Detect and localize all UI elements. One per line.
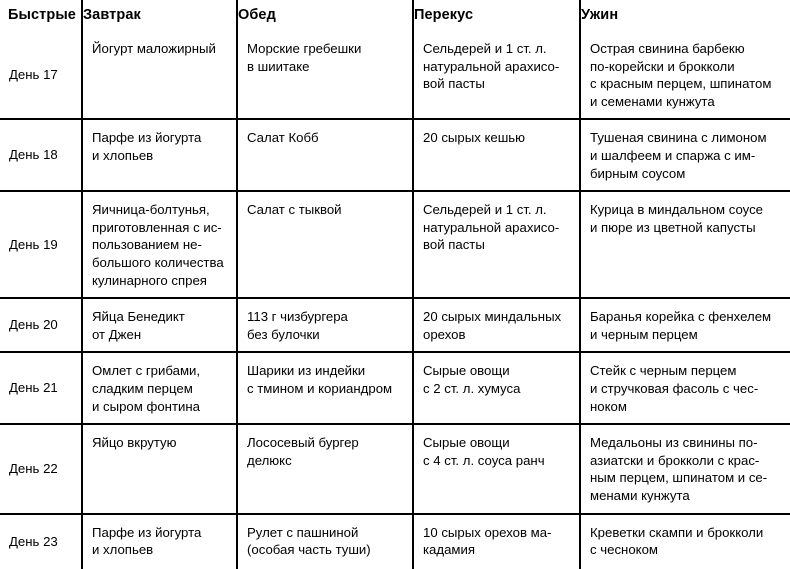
text-line: ным перцем, шпинатом и се-	[590, 470, 768, 486]
snack-text	[414, 120, 579, 155]
text-line: в шиитаке	[247, 58, 310, 74]
cell-dinner	[580, 514, 790, 569]
dinner-text	[581, 120, 790, 190]
cell-dinner	[580, 298, 790, 352]
text-line: Шарики из индейки	[247, 363, 366, 379]
text-line: Яйцо вкрутую	[92, 435, 177, 451]
cell-lunch	[237, 191, 413, 298]
day-label: День 22	[9, 461, 58, 477]
text-line: и хлопьев	[92, 542, 154, 558]
text-line: Креветки скампи и брокколи	[590, 524, 764, 540]
cell-breakfast	[82, 514, 237, 569]
cell-breakfast	[82, 298, 237, 352]
text-line: 20 сырых кешью	[423, 130, 526, 146]
table-body	[0, 31, 790, 569]
day-label: День 17	[9, 66, 58, 82]
text-line: и стручковая фасоль с чес-	[590, 380, 759, 396]
text-line: Яичница-болтунья,	[92, 202, 210, 218]
text-line: 10 сырых орехов ма-	[423, 524, 552, 540]
table-header	[0, 0, 790, 31]
cell-day	[0, 514, 82, 569]
cell-snack	[413, 352, 580, 424]
cell-snack	[413, 191, 580, 298]
day-label: День 18	[9, 147, 58, 163]
text-line: вой пасты	[423, 76, 485, 92]
day-label: День 20	[9, 317, 58, 333]
text-line: Баранья корейка с фенхелем	[590, 309, 772, 325]
text-line: и семенами кунжута	[590, 93, 715, 109]
dinner-text	[581, 31, 790, 118]
text-line: Сельдерей и 1 ст. л.	[423, 202, 547, 218]
text-line: приготовленная с ис-	[92, 219, 222, 235]
text-line: Салат с тыквой	[247, 202, 342, 218]
text-line: Медальоны из свинины по-	[590, 435, 758, 451]
column-header-day-label: Быстрые	[8, 7, 76, 23]
text-line: Парфе из йогурта	[92, 524, 202, 540]
day-label: День 19	[9, 236, 58, 252]
cell-dinner	[580, 352, 790, 424]
text-line: с тмином и кориандром	[247, 380, 393, 396]
text-line: Салат Кобб	[247, 130, 319, 146]
text-line: Тушеная свинина с лимоном	[590, 130, 767, 146]
column-header-lunch	[237, 0, 413, 31]
day-label: День 23	[9, 533, 58, 549]
text-line: Острая свинина барбекю	[590, 41, 745, 56]
text-line: Стейк с черным перцем	[590, 363, 737, 379]
table-row	[0, 31, 790, 119]
lunch-text	[238, 299, 412, 351]
text-line: Сырые овощи	[423, 363, 510, 379]
table-row	[0, 119, 790, 191]
cell-breakfast	[82, 424, 237, 513]
breakfast-text	[83, 515, 236, 567]
text-line: с красным перцем, шпинатом	[590, 76, 772, 92]
column-header-breakfast	[82, 0, 237, 31]
table-row	[0, 514, 790, 569]
text-line: Омлет с грибами,	[92, 363, 201, 379]
table-row	[0, 298, 790, 352]
cell-lunch	[237, 514, 413, 569]
lunch-text	[238, 192, 412, 227]
table-row	[0, 424, 790, 513]
lunch-text	[238, 120, 412, 155]
breakfast-text	[83, 299, 236, 351]
cell-dinner	[580, 191, 790, 298]
text-line: делюкс	[247, 452, 292, 468]
text-line: и сыром фонтина	[92, 398, 200, 414]
text-line: Рулет с пашниной	[247, 524, 359, 540]
cell-day	[0, 424, 82, 513]
text-line: (особая часть туши)	[247, 542, 371, 558]
dinner-text	[581, 192, 790, 244]
text-line: Сырые овощи	[423, 435, 510, 451]
breakfast-text	[83, 353, 236, 423]
cell-lunch	[237, 298, 413, 352]
cell-day	[0, 352, 82, 424]
column-header-lunch-label: Обед	[238, 7, 276, 23]
cell-snack	[413, 424, 580, 513]
cell-breakfast	[82, 352, 237, 424]
text-line: без булочки	[247, 326, 320, 342]
cell-snack	[413, 298, 580, 352]
cell-day	[0, 191, 82, 298]
table-row	[0, 191, 790, 298]
breakfast-text	[83, 31, 236, 66]
text-line: 20 сырых миндальных	[423, 309, 562, 325]
text-line: Лососевый бургер	[247, 435, 359, 451]
text-line: большого количества	[92, 254, 224, 270]
breakfast-text	[83, 192, 236, 297]
header-row	[0, 0, 790, 31]
text-line: и черным перцем	[590, 326, 698, 342]
cell-lunch	[237, 424, 413, 513]
text-line: Парфе из йогурта	[92, 130, 202, 146]
text-line: Сельдерей и 1 ст. л.	[423, 41, 547, 56]
snack-text	[414, 299, 579, 351]
text-line: кулинарного спрея	[92, 272, 207, 288]
column-header-snack	[413, 0, 580, 31]
cell-breakfast	[82, 31, 237, 119]
text-line: бирным соусом	[590, 165, 686, 181]
lunch-text	[238, 425, 412, 477]
text-line: пользованием не-	[92, 237, 202, 253]
snack-text	[414, 515, 579, 567]
text-line: по-корейски и брокколи	[590, 58, 735, 74]
cell-day	[0, 31, 82, 119]
column-header-snack-label: Перекус	[414, 7, 474, 23]
dinner-text	[581, 353, 790, 423]
cell-lunch	[237, 352, 413, 424]
text-line: вой пасты	[423, 237, 485, 253]
text-line: 113 г чизбургера	[247, 309, 348, 325]
snack-text	[414, 425, 579, 477]
lunch-text	[238, 515, 412, 567]
text-line: и шалфеем и спаржа с им-	[590, 147, 756, 163]
cell-day	[0, 298, 82, 352]
column-header-dinner-label: Ужин	[581, 7, 619, 23]
cell-dinner	[580, 424, 790, 513]
cell-dinner	[580, 31, 790, 119]
column-header-breakfast-label: Завтрак	[83, 7, 141, 23]
text-line: от Джен	[92, 326, 142, 342]
dinner-text	[581, 425, 790, 512]
text-line: орехов	[423, 326, 466, 342]
cell-dinner	[580, 119, 790, 191]
cell-breakfast	[82, 191, 237, 298]
text-line: Курица в миндальном соусе	[590, 202, 764, 218]
text-line: с чесноком	[590, 542, 658, 558]
dinner-text	[581, 299, 790, 351]
breakfast-text	[83, 425, 236, 460]
column-header-day	[0, 0, 82, 31]
text-line: и хлопьев	[92, 147, 154, 163]
lunch-text	[238, 353, 412, 405]
snack-text	[414, 192, 579, 262]
lunch-text	[238, 31, 412, 83]
cell-day	[0, 119, 82, 191]
column-header-dinner	[580, 0, 790, 31]
text-line: Яйца Бенедикт	[92, 309, 185, 325]
text-line: ноком	[590, 398, 627, 414]
cell-lunch	[237, 119, 413, 191]
text-line: и пюре из цветной капусты	[590, 219, 756, 235]
cell-snack	[413, 31, 580, 119]
cell-breakfast	[82, 119, 237, 191]
text-line: Йогурт маложирный	[92, 41, 216, 56]
text-line: сладким перцем	[92, 380, 193, 396]
day-label: День 21	[9, 380, 58, 396]
snack-text	[414, 353, 579, 405]
cell-snack	[413, 119, 580, 191]
table-row	[0, 352, 790, 424]
text-line: Морские гребешки	[247, 41, 362, 56]
text-line: кадамия	[423, 542, 475, 558]
text-line: с 4 ст. л. соуса ранч	[423, 452, 545, 468]
text-line: натуральной арахисо-	[423, 219, 560, 235]
text-line: менами кунжута	[590, 487, 690, 503]
text-line: с 2 ст. л. хумуса	[423, 380, 521, 396]
dinner-text	[581, 515, 790, 567]
snack-text	[414, 31, 579, 101]
text-line: натуральной арахисо-	[423, 58, 560, 74]
breakfast-text	[83, 120, 236, 172]
cell-lunch	[237, 31, 413, 119]
cell-snack	[413, 514, 580, 569]
text-line: азиатски и брокколи с крас-	[590, 452, 760, 468]
